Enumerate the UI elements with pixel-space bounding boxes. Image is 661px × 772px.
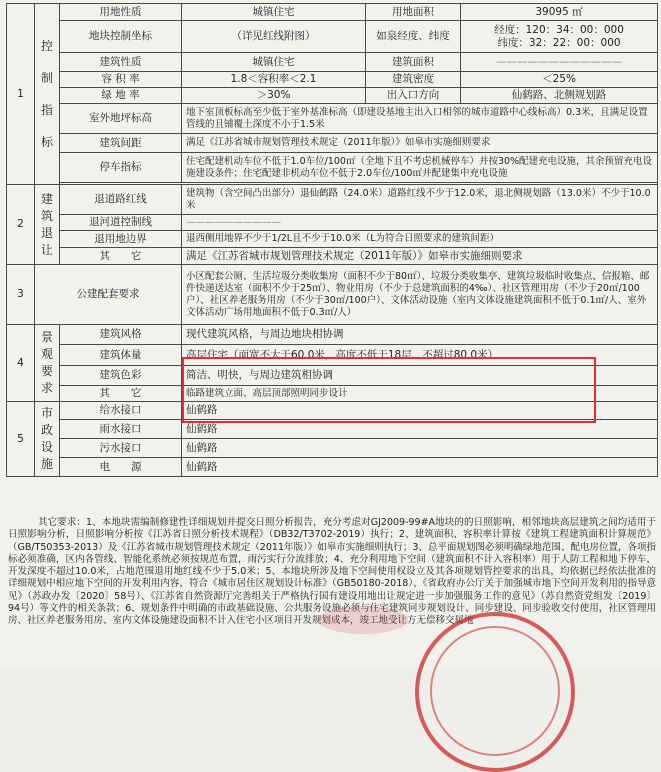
cell-key: 容 积 率	[60, 72, 182, 88]
cell-key: 雨水接口	[60, 420, 182, 439]
cell-value: 简洁、明快，与周边建筑相协调	[182, 366, 658, 386]
cell-key: 停车指标	[60, 153, 182, 183]
notes-paragraph: 其它要求：1、本地块需编制修建性详细规划并提交日照分析报告，充分考虑对GJ2009-99#A地块的的日照影响，相邻地块高层建筑之间均适用于日照影响分析，日照影响分析按《江苏省日照分析技术规程》（DB32/T3702-2019）执行；2、建筑面积、容积率计算按《建筑工程建筑面积计算规范》（GB/T50353-2013）及《江苏省城市规划管理技术规定（2011年版）》如皋市实施细则执行；3、总平面规划图必须明确绿地范围、配电房位置，各项指标必须准确，区内各管线、智能化系统必须按规范布置，雨污实行分流排放；4、充分利用地下空间（建筑面积不计入容积率）用于人防工程和地下停车，开发深度不超过10.0米，占地范围退用地红线不少于5.0米；5、本地块所涉及地下空间使用权设立及其各项规划管控要求的出具，均依据已经依法批准的详细规划中相应地下空间的开发利用内容，符合《城市居住区规划设计标准》（GB50180-2018）、《省政府办公厅关于加强城市地下空间开发利用的指导意见》（苏政办发〔2020〕58号）、《江苏省自然资源厅完善组关于严格执行国有建设用地出让规定进一步加强服务工作的意见》（苏自然资党组发〔2019〕94号）等文件的相关条款；6、规划条件中明确的市政基础设施、公共服务设施必须与住宅建筑同步规划设计、同步建设、同步验收交付使用，社区管理用房、社区养老服务用房、室内文体设施建设面积不计入住宅小区项目开发规划成本，竣工地受让方无偿移交属地	[8, 517, 656, 627]
cell-value: 仙鹤路	[182, 420, 658, 439]
planning-conditions-table	[6, 3, 658, 477]
cell-value: 城镇住宅	[182, 53, 366, 72]
table-row	[7, 345, 658, 366]
table-row	[7, 325, 658, 345]
cell-value: 仙鹤路	[182, 402, 658, 420]
cell-key: 退河道控制线	[60, 215, 182, 231]
cell-value: 建筑物（含空间凸出部分）退仙鹤路（24.0米）道路红线不少于12.0米，退北侧规划路（13.0米）不少于10.0米	[182, 185, 658, 215]
section-label-setback: 建 筑 退 让	[35, 185, 60, 265]
cell-key: 建筑间距	[60, 134, 182, 153]
table-row	[7, 88, 658, 104]
cell-key: 用地面积	[366, 4, 461, 21]
cell-value: 仙鹤路	[182, 439, 658, 458]
table-row	[7, 185, 658, 215]
cell-key: 给水接口	[60, 402, 182, 420]
cell-value: 临路建筑立面、高层顶部照明同步设计	[182, 386, 658, 402]
section-label-utilities: 市 政 设 施	[35, 402, 60, 477]
table-row	[7, 366, 658, 386]
section-number: 4	[7, 325, 35, 402]
ink-smudge	[318, 606, 408, 634]
cell-key: 公建配套要求	[35, 265, 182, 325]
cell-value: 满足《江苏省城市规划管理技术规定（2011年版）》如皋市实施细则要求	[182, 134, 658, 153]
table-row	[7, 231, 658, 248]
table-row	[7, 104, 658, 134]
table-row	[7, 458, 658, 477]
cell-key: 建筑风格	[60, 325, 182, 345]
section-label-landscape: 景 观 要 求	[35, 325, 60, 402]
cell-value: 地下室顶板标高至少低于室外基准标高（即建设基地主出入口相邻的城市道路中心线标高）0.3米，且满足设置管线的且铺覆土深度不小于1.5米	[182, 104, 658, 134]
table-row	[7, 153, 658, 183]
cell-value: （详见红线附图）	[182, 21, 366, 53]
official-seal-inner-ring	[430, 626, 560, 756]
cell-value: ——————————	[182, 215, 658, 231]
table-row	[7, 420, 658, 439]
table-row	[7, 4, 658, 21]
section-label-controls: 控 制 指 标	[35, 4, 60, 185]
cell-value: 小区配套公厕、生活垃圾分类收集房（面积不少于80㎡）、垃圾分类收集亭、建筑垃圾临时收集点、信报箱、邮件快递送达室（面积不少于25㎡）、物业用房（不少于总建筑面积的4‰）、社区管理用房（不少于20㎡/100户）、社区养老服务用房（不少于30㎡/100户）、文体活动设施（室内文体设施建筑面积不低于0.1㎡/人、室外文体活动广场用地面积不低于0.3㎡/人）	[182, 265, 658, 325]
table-row	[7, 386, 658, 402]
section-number: 5	[7, 402, 35, 477]
cell-key: 退道路红线	[60, 185, 182, 215]
cell-key: 建筑性质	[60, 53, 182, 72]
cell-value: ＜25%	[461, 72, 658, 88]
cell-value: 住宅配建机动车位不低于1.0车位/100㎡（全地下且不考虑机械停车）并按30%配建充电设施，其余预留充电设施建设条件；住宅配建非机动车位不低于2.0车位/100㎡并配建集中充电设施	[182, 153, 658, 183]
cell-key: 退用地边界	[60, 231, 182, 248]
cell-value: 退西侧用地界不少于1/2L且不少于10.0米（L为符合日照要求的建筑间距）	[182, 231, 658, 248]
table-row	[7, 134, 658, 153]
coordinates-cell: 经度：120：34：00：000 纬度：32：22：00：000	[461, 21, 658, 53]
cell-value: 仙鹤路	[182, 458, 658, 477]
cell-key: 用地性质	[60, 4, 182, 21]
cell-key: 污水接口	[60, 439, 182, 458]
cell-key: 地块控制坐标	[60, 21, 182, 53]
cell-key: 建筑密度	[366, 72, 461, 88]
cell-value: 城镇住宅	[182, 4, 366, 21]
cell-key: 建筑色彩	[60, 366, 182, 386]
table-row	[7, 265, 658, 325]
table-row	[7, 402, 658, 420]
cell-key: 建筑体量	[60, 345, 182, 366]
cell-value: 仙鹤路、北侧规划路	[461, 88, 658, 104]
cell-value: 高层住宅（面宽不大于60.0米，高度不低于18层、不超过80.0米）	[182, 345, 658, 366]
cell-key: 如泉经度、纬度	[366, 21, 461, 53]
cell-value: 39095 ㎡	[461, 4, 658, 21]
cell-key: 其 它	[60, 248, 182, 265]
cell-value: ————————————	[461, 53, 658, 72]
table-row	[7, 21, 658, 53]
section-number: 3	[7, 265, 35, 325]
cell-key: 建筑面积	[366, 53, 461, 72]
cell-key: 出入口方向	[366, 88, 461, 104]
cell-key: 绿 地 率	[60, 88, 182, 104]
cell-key: 室外地坪标高	[60, 104, 182, 134]
section-number: 2	[7, 185, 35, 265]
cell-value: ＞30%	[182, 88, 366, 104]
table-row	[7, 72, 658, 88]
cell-value: 满足《江苏省城市规划管理技术规定（2011年版）》如皋市实施细则要求	[182, 248, 658, 265]
table-row	[7, 248, 658, 265]
cell-value: 现代建筑风格，与周边地块相协调	[182, 325, 658, 345]
cell-value: 1.8＜容积率＜2.1	[182, 72, 366, 88]
table-row	[7, 439, 658, 458]
cell-key: 电 源	[60, 458, 182, 477]
cell-key: 其 它	[60, 386, 182, 402]
section-number: 1	[7, 4, 35, 185]
table-row	[7, 53, 658, 72]
table-row	[7, 215, 658, 231]
